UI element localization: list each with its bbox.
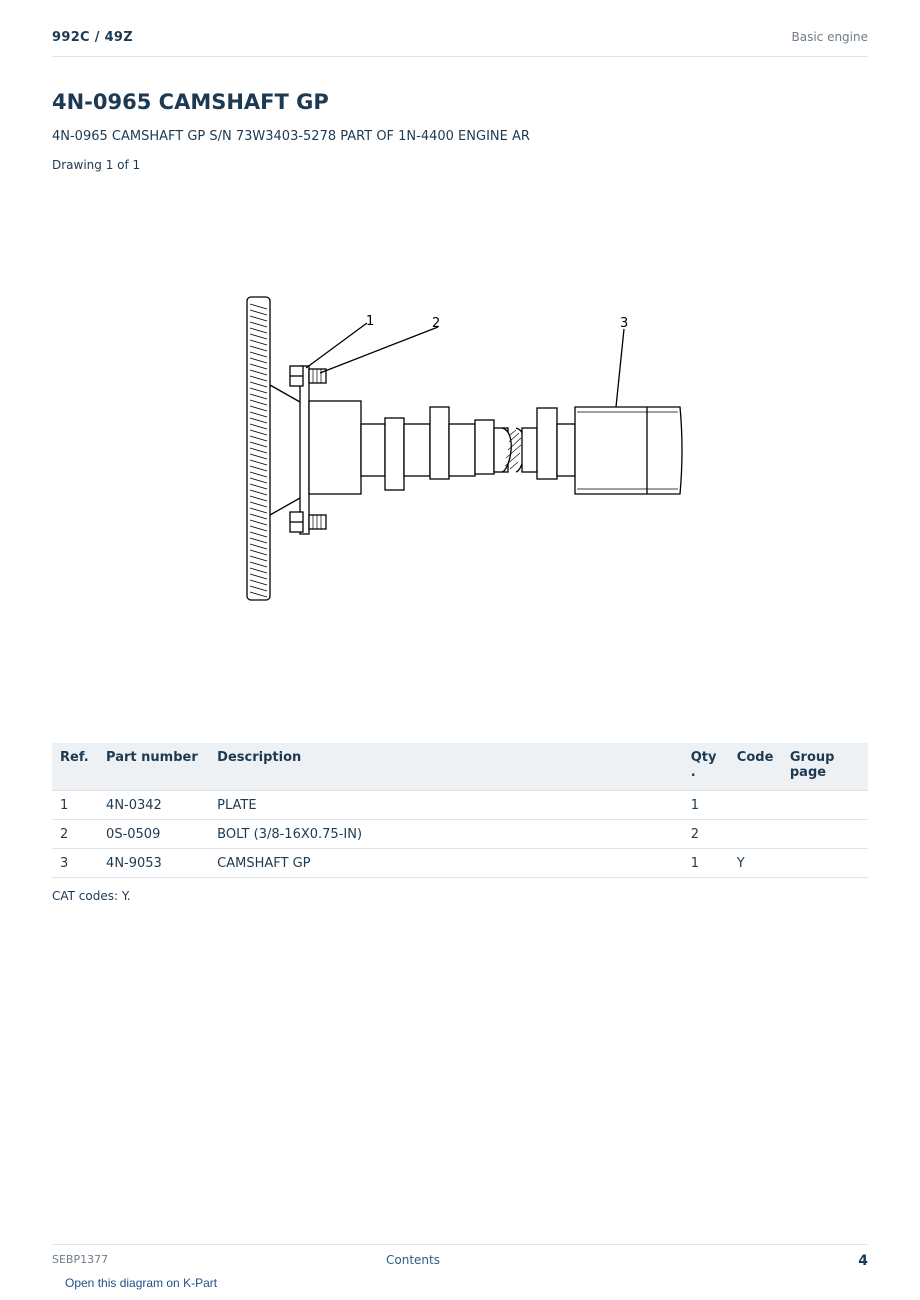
page-header (52, 28, 868, 57)
cam-lobe (430, 407, 449, 479)
cell-group-page (782, 849, 868, 878)
cell-ref: 3 (52, 849, 98, 878)
cell-code (729, 820, 782, 849)
cell-ref: 1 (52, 791, 98, 820)
camshaft-diagram (210, 180, 710, 700)
callout-3: 3 (620, 316, 629, 331)
cell-code (729, 791, 782, 820)
leader-line-3 (616, 329, 624, 407)
callout-2: 2 (432, 316, 441, 331)
cell-qty: 1 (683, 791, 729, 820)
section-label: Basic engine (791, 30, 868, 44)
cam-lobe (537, 408, 557, 479)
page-number: 4 (858, 1253, 868, 1269)
header-description: Description (209, 743, 683, 791)
cell-description: CAMSHAFT GP (209, 849, 683, 878)
cat-codes-note: CAT codes: Y. (52, 889, 131, 903)
table-row (52, 820, 868, 849)
page-subtitle: 4N-0965 CAMSHAFT GP S/N 73W3403-5278 PART OF 1N-4400 ENGINE AR (52, 129, 530, 144)
header-group-page: Group page (782, 743, 868, 791)
leader-line-1 (306, 323, 367, 368)
cell-group-page (782, 820, 868, 849)
leader-line-2 (320, 327, 438, 373)
document-id: SEBP1377 (52, 1253, 109, 1266)
cell-qty: 1 (683, 849, 729, 878)
cam-lobe (385, 418, 404, 490)
kpart-diagram-link[interactable]: Open this diagram on K-Part (65, 1276, 218, 1290)
cam-lobe (475, 420, 494, 474)
header-code: Code (729, 743, 782, 791)
cell-ref: 2 (52, 820, 98, 849)
model-label: 992C / 49Z (52, 30, 133, 45)
cell-description: PLATE (209, 791, 683, 820)
header-qty: Qty . (683, 743, 729, 791)
table-row (52, 849, 868, 878)
cell-code: Y (729, 849, 782, 878)
page-title: 4N-0965 CAMSHAFT GP (52, 90, 329, 114)
parts-table (52, 743, 868, 878)
cell-part-number: 0S-0509 (98, 820, 209, 849)
cell-group-page (782, 791, 868, 820)
header-part-number: Part number (98, 743, 209, 791)
end-journal (575, 407, 682, 494)
cell-qty: 2 (683, 820, 729, 849)
cell-part-number: 4N-0342 (98, 791, 209, 820)
hub (309, 401, 361, 494)
cell-description: BOLT (3/8-16X0.75-IN) (209, 820, 683, 849)
callout-1: 1 (366, 314, 375, 329)
table-row (52, 791, 868, 820)
header-ref: Ref. (52, 743, 98, 791)
cell-part-number: 4N-9053 (98, 849, 209, 878)
parts-table-header (52, 743, 868, 791)
plate (300, 366, 309, 534)
drawing-count: Drawing 1 of 1 (52, 158, 141, 172)
contents-link[interactable]: Contents (386, 1253, 440, 1267)
